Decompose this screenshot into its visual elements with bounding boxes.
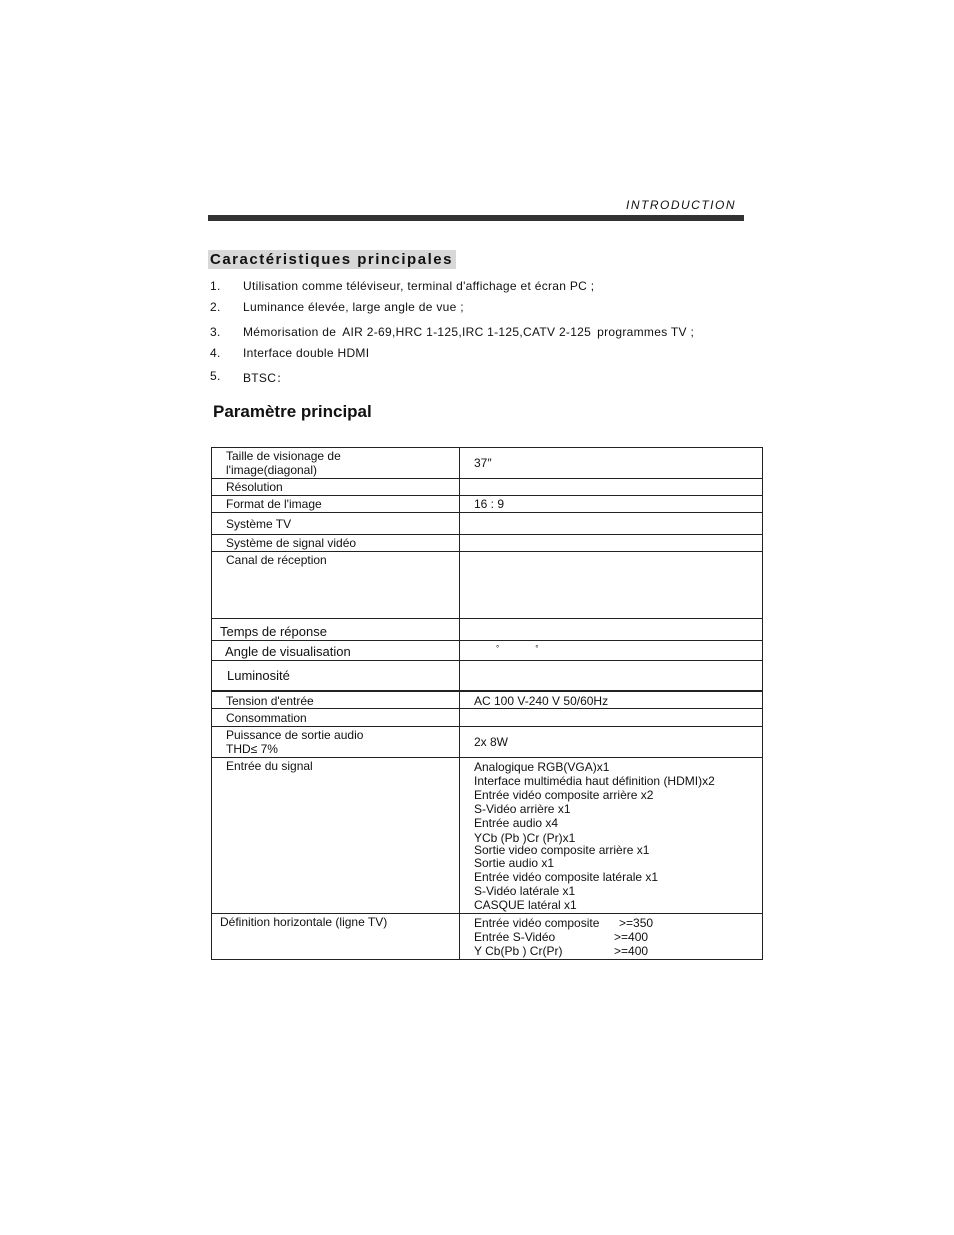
spec-value xyxy=(460,708,763,726)
list-item xyxy=(474,930,762,944)
spec-label-line: THD≤ 7% xyxy=(226,741,278,756)
feature-text: Luminance élevée, large angle de vue ; xyxy=(243,300,464,314)
list-item: Entrée vidéo composite latérale x1 xyxy=(474,869,659,884)
spec-label-line: Puissance de sortie audio xyxy=(226,727,364,742)
table-row xyxy=(212,708,763,726)
feature-text-a: Mémorisation de xyxy=(243,325,337,339)
spec-value xyxy=(460,552,763,619)
table-row xyxy=(212,496,763,513)
spec-value xyxy=(460,619,763,641)
table-row xyxy=(212,691,763,709)
list-item: Sortie video composite arrière x1 xyxy=(474,842,650,857)
table-row xyxy=(212,726,763,757)
resolution-value: >=400 xyxy=(614,929,649,944)
input-name: Entrée vidéo composite xyxy=(474,915,600,930)
list-item: Interface multimédia haut définition (HDMI)x2 xyxy=(474,773,715,788)
feature-num: 2. xyxy=(210,300,221,314)
spec-label-line: Taille de visionage de xyxy=(226,449,341,463)
feature-text-c: programmes TV ; xyxy=(597,325,695,339)
spec-value xyxy=(460,479,763,496)
spec-value xyxy=(460,661,763,691)
input-name: Entrée S-Vidéo xyxy=(474,929,556,944)
degree-mark: ° xyxy=(535,644,539,653)
spec-label xyxy=(212,726,460,757)
list-item: Entrée vidéo composite arrière x2 xyxy=(474,787,654,802)
spec-value: 16 : 9 xyxy=(460,496,763,513)
features-heading: Caractéristiques principales xyxy=(208,250,456,269)
spec-label: Système de signal vidéo xyxy=(212,535,460,552)
section-header: INTRODUCTION xyxy=(626,198,736,212)
feature-num: 1. xyxy=(210,279,221,293)
spec-label: Temps de réponse xyxy=(212,619,460,641)
list-item: S-Vidéo latérale x1 xyxy=(474,884,576,899)
feature-text: Utilisation comme téléviseur, terminal d'affichage et écran PC ; xyxy=(243,279,595,293)
feature-text: Interface double HDMI xyxy=(243,346,370,360)
feature-text: BTSC： xyxy=(243,371,289,385)
feature-text xyxy=(243,325,694,339)
spec-value: 37″ xyxy=(460,448,763,479)
table-row xyxy=(212,513,763,535)
list-item xyxy=(474,916,762,930)
spec-value xyxy=(460,641,763,661)
resolution-value: >=400 xyxy=(614,943,649,958)
params-heading: Paramètre principal xyxy=(213,402,372,421)
spec-value: 2x 8W xyxy=(460,726,763,757)
table-row xyxy=(212,641,763,661)
table-row xyxy=(212,552,763,619)
table-row xyxy=(212,479,763,496)
header-rule xyxy=(208,215,744,221)
spec-label: Système TV xyxy=(212,513,460,535)
table-row xyxy=(212,448,763,479)
spec-label: Entrée du signal xyxy=(212,757,460,913)
spec-value xyxy=(460,513,763,535)
table-row xyxy=(212,913,763,959)
spec-label: Format de l'image xyxy=(212,496,460,513)
spec-label: Luminosité xyxy=(212,661,460,691)
feature-num: 3. xyxy=(210,325,221,339)
spec-label: Définition horizontale (ligne TV) xyxy=(212,913,460,959)
degree-mark: ° xyxy=(496,644,500,653)
spec-label xyxy=(212,448,460,479)
feature-num: 5. xyxy=(210,369,221,383)
spec-value xyxy=(460,535,763,552)
spec-label-line: l'image(diagonal) xyxy=(226,463,318,478)
feature-num: 4. xyxy=(210,346,221,360)
spec-label: Canal de réception xyxy=(212,552,460,619)
table-row xyxy=(212,661,763,691)
spec-value-list xyxy=(460,757,763,913)
resolution-value: >=350 xyxy=(619,915,654,930)
list-item: Analogique RGB(VGA)x1 xyxy=(474,759,610,774)
spec-table xyxy=(211,447,763,960)
input-name: Y Cb(Pb ) Cr(Pr) xyxy=(474,943,563,958)
spec-value: AC 100 V-240 V 50/60Hz xyxy=(460,691,763,709)
feature-text-b: AIR 2-69,HRC 1-125,IRC 1-125,CATV 2-125 xyxy=(342,325,592,339)
spec-value-list xyxy=(460,913,763,959)
table-row xyxy=(212,619,763,641)
list-item: Entrée audio x4 xyxy=(474,816,559,831)
list-item: S-Vidéo arrière x1 xyxy=(474,802,571,817)
list-item xyxy=(474,944,762,958)
spec-label: Consommation xyxy=(212,708,460,726)
list-item: CASQUE latéral x1 xyxy=(474,898,577,913)
spec-label: Tension d'entrée xyxy=(212,691,460,709)
list-item: YCb (Pb )Cr (Pr)x1 xyxy=(474,830,576,845)
table-row xyxy=(212,535,763,552)
table-row xyxy=(212,757,763,913)
spec-label: Résolution xyxy=(212,479,460,496)
spec-label: Angle de visualisation xyxy=(212,641,460,661)
list-item: Sortie audio x1 xyxy=(474,855,555,870)
